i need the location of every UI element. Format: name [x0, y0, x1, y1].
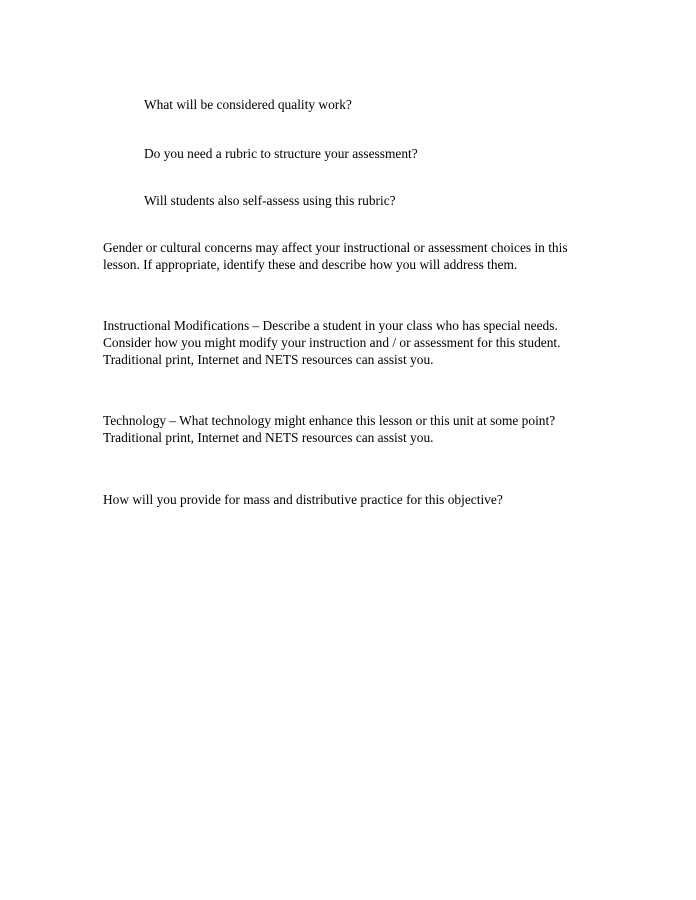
- technology-paragraph: [103, 412, 593, 446]
- question-self-assess: Will students also self-assess using this rubric?: [144, 193, 396, 208]
- instructional-modifications-paragraph: [103, 317, 593, 368]
- practice-paragraph: [103, 491, 593, 508]
- question-quality-work: What will be considered quality work?: [144, 97, 352, 112]
- paragraph-line: How will you provide for mass and distributive practice for this objective?: [103, 492, 503, 507]
- paragraph-line: Traditional print, Internet and NETS resources can assist you.: [103, 352, 434, 367]
- paragraph-line: Consider how you might modify your instruction and / or assessment for this student.: [103, 335, 561, 350]
- paragraph-line: Technology – What technology might enhance this lesson or this unit at some point?: [103, 413, 556, 428]
- paragraph-line: lesson. If appropriate, identify these and describe how you will address them.: [103, 257, 518, 272]
- paragraph-line: Gender or cultural concerns may affect your instructional or assessment choices in this: [103, 240, 568, 255]
- paragraph-line: Instructional Modifications – Describe a student in your class who has special needs.: [103, 318, 558, 333]
- paragraph-line: Traditional print, Internet and NETS resources can assist you.: [103, 430, 434, 445]
- gender-cultural-concerns-paragraph: [103, 239, 593, 273]
- question-rubric: Do you need a rubric to structure your assessment?: [144, 146, 418, 161]
